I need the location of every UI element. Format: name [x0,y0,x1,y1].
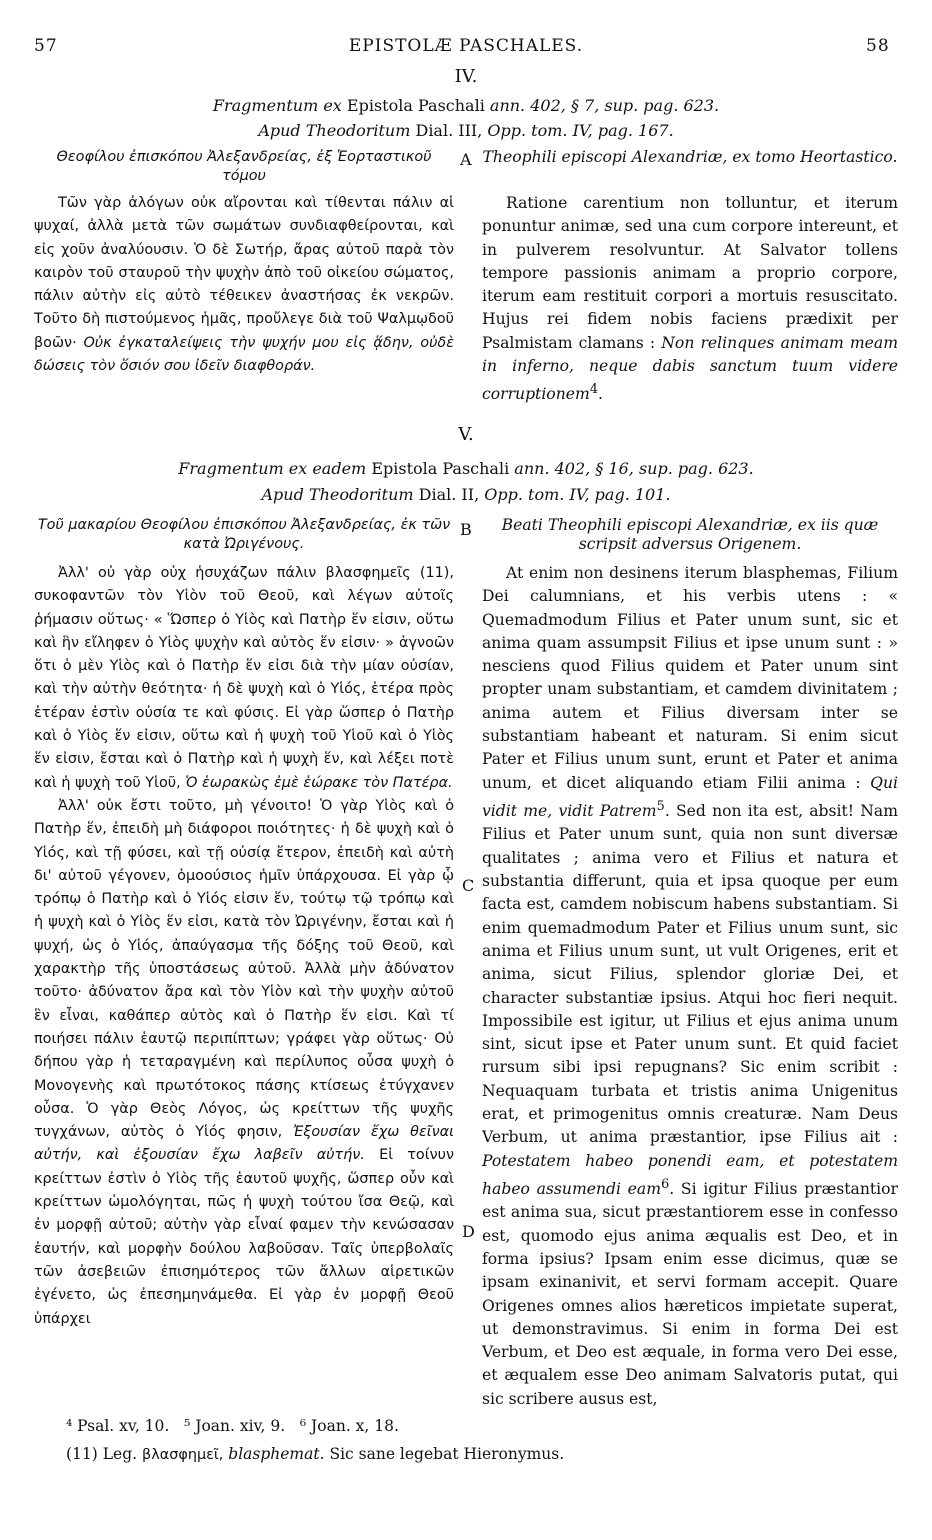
section-v-source-line1: Fragmentum ex eadem Epistola Paschali ann. 402, § 16, sup. pag. 623. [178,459,754,478]
section-v-greek-text: Ἀλλ' οὐ γὰρ οὐχ ἡσυχάζων πάλιν βλασφημεῖς (11), συκοφαντῶν τὸν Υἱὸν τοῦ Θεοῦ, καὶ λέγων αὐτοῖς ῥήμασιν οὕτως· « Ὥσπερ ὁ Υἱὸς καὶ Πατὴρ ἕν εἰσιν, οὕτω καὶ ἣν εἴληφεν ὁ Υἱὸς ψυχὴν καὶ αὐτὸς ἕν εἰσιν· » ἀγνοῶν ὅτι ὁ μὲν Υἱὸς καὶ ὁ Πατὴρ ἕν εἰσι διὰ τὴν μίαν οὐσίαν, καὶ τὴν αὐτὴν θεότητα· ἡ δὲ ψυχὴ καὶ ὁ Υἱός, ἑτέρα πρὸς ἑτέραν ἐστὶν οὐσία τε καὶ φύσις. Εἰ γὰρ ὥσπερ ὁ Πατὴρ καὶ ὁ Υἱὸς ἕν εἰσιν, οὕτω καὶ ἡ ψυχὴ τοῦ Υἱοῦ καὶ ὁ Υἱὸς ἕν εἰσιν, ἔσται καὶ ὁ Πατὴρ καὶ ἡ ψυχὴ ἕν, καὶ λέξει ποτὲ καὶ ἡ ψυχὴ τοῦ Υἱοῦ, Ὁ ἑωρακὼς ἐμὲ ἑώρακε τὸν Πατέρα. Ἀλλ' οὐκ ἔστι τοῦτο, μὴ γένοιτο! Ὁ γὰρ Υἱὸς καὶ ὁ Πατὴρ ἕν, ἐπειδὴ μὴ διάφοροι ποιότητες· ἡ δὲ ψυχὴ καὶ ὁ Υἱός, καὶ τῇ φύσει, καὶ τῇ οὐσίᾳ ἕτερον, ἐπειδὴ καὶ αὐτὴ δι' αὐτοῦ γέγονεν, ὁμοούσιος ἡμῖν ὑπάρχουσα. Εἰ γὰρ ᾧ τρόπῳ ὁ Πατὴρ καὶ ὁ Υἱός εἰσιν ἕν, τούτῳ τῷ τρόπῳ καὶ ἡ ψυχὴ καὶ ὁ Υἱὸς ἕν εἰσι, κατὰ τὸν Ὠριγένην, ἔσται καὶ ἡ ψυχή, ὡς ὁ Υἱός, ἀπαύγασμα τῆς δόξης τοῦ Θεοῦ, καὶ χαρακτὴρ τῆς ὑποστάσεως αὐτοῦ. Ἀλλὰ μὴν ἀδύνατον τοῦτο· ἀδύνατον ἄρα καὶ τὸν Υἱὸν καὶ τὴν ψυχὴν αὐτοῦ ἓν εἶναι, καθάπερ αὐτὸς καὶ ὁ Πατὴρ ἕν εἰσι. Καὶ τί ποιήσει πάλιν ἑαυτῷ περιπίπτων; γράφει γὰρ οὕτως· Οὐ δήπου γὰρ ἡ τεταραγμένη καὶ περίλυπος οὖσα ψυχὴ ὁ Μονογενὴς καὶ πρωτότοκος πάσης κτίσεως ἐτύγχανεν οὖσα. Ὁ γὰρ Θεὸς Λόγος, ὡς κρείττων τῆς ψυχῆς τυγχάνων, αὐτὸς ὁ Υἱός φησιν, Ἐξουσίαν ἔχω θεῖναι αὐτήν, καὶ ἐξουσίαν ἔχω λαβεῖν αὐτήν. Εἰ τοίνυν κρείττων ἐστὶν ὁ Υἱὸς τῆς ἑαυτοῦ ψυχῆς, ὥσπερ οὖν καὶ κρείττων ὡμολόγηται, πῶς ἡ ψυχὴ τούτου ἴσα Θεῷ, καὶ ἐν μορφῇ αὐτοῦ; αὐτὴν γὰρ εἶναί φαμεν τὴν κενώσασαν ἑαυτήν, καὶ μορφὴν δούλου λαβοῦσαν. Ταῖς ὑπερβολαῖς τῶν ἀσεβειῶν ἐπισημότερος τῶν ἄλλων αἱρετικῶν ἐγένετο, ὡς ἐπεσημηνάμεθα. Εἰ γὰρ ἐν μορφῇ Θεοῦ ὑπάρχει [34,565,455,1327]
margin-letter-c: C [462,876,475,895]
margin-letter-b: B [460,520,472,539]
section-iv-numeral: IV. [454,66,478,87]
scripture-footnotes: ⁴ Psal. xv, 10. ⁵ Joan. xiv, 9. ⁶ Joan. x, 18. [66,1417,399,1435]
margin-letter-a: A [460,150,472,169]
section-iv-latin-text: Ratione carentium non tolluntur, et iterum ponuntur animæ, sed una cum corpore intereunt, et in pulverem resolvuntur. At Salvator tollens tempore passionis animam a proprio corpore, iterum eam restituit corpori a mortuis resuscitato. Hujus rei fidem nobis faciens prædixit per Psalmistam clamans : Non relinques animam meam in inferno, neque dabis sanctum tuum videre corruptionem$^4$. [482,194,898,404]
page-number-left: 57 [34,36,58,56]
running-title: EPISTOLÆ PASCHALES. [348,36,584,56]
margin-letter-d: D [462,1222,475,1241]
section-v-numeral: V. [458,424,474,445]
section-v-source-line2: Apud Theodoritum Dial. II, Opp. tom. IV, pag. 101. [261,485,671,504]
section-iv-greek-heading: Θεοφίλου ἐπισκόπου Ἀλεξανδρείας, ἐξ Ἑορταστικοῦ τόμου [56,149,432,184]
section-v-greek-heading: Τοῦ μακαρίου Θεοφίλου ἐπισκόπου Ἀλεξανδρείας, ἐκ τῶν κατὰ Ὠριγένους. [37,517,451,552]
section-v-latin-heading: Beati Theophili episcopi Alexandriæ, ex iis quæ scripsit adversus Origenem. [501,516,879,553]
section-iv-latin-heading: Theophili episcopi Alexandriæ, ex tomo Heortastico. [482,148,898,166]
section-v-latin-text: At enim non desinens iterum blasphemas, Filium Dei calumnians, et his verbis utens : « Quemadmodum Filius et Pater unum sunt, sic et anima quam assumpsit Filius et ipse unum sunt : » nesciens quod Filius quidem et Pater unum sint propter unam substantiam, et camdem divinitatem ; anima autem et Filius diversam inter se substantiam habeant et naturam. Si enim sicut Pater et Filius unum sunt, erunt et Pater et anima unum, et dicet aliquando etiam Filii anima : Qui vidit me, vidit Patrem$^5$. Sed non ita est, absit! Nam Filius et Pater unum sunt, quia non sunt diversæ qualitates ; anima vero et Filius et natura et substantia differunt, quia et ipsa quoque per eum facta est, camdem nobiscum habens substantiam. Si enim quemadmodum Pater et Filius unum sunt, sic anima et Filius unum sunt, ut vult Origenes, erit et anima, sicut Filius, splendor gloriæ Dei, et character substantiæ ipsius. Atqui hoc fieri nequit. Impossibile est igitur, ut Filius et ejus anima unum sint, sicut ipse et Pater unum sunt. Et quid faciet rursum sibi ipsi repugnans? Sic enim scribit : Nequaquam turbata et tristis anima Unigenitus erat, et primogenitus omnis creaturæ. Nam Deus Verbum, ut anima præstantior, ipse Filius ait : Potestatem habeo ponendi eam, et potestatem habeo assumendi eam$^6$. Si igitur Filius præstantior est anima sua, sicut præstantiorem esse in confesso est, quomodo ejus anima æqualis est Deo, et in forma ipsius? Ipsam enim esse dicimus, quæ se ipsam exinanivit, et servi formam accepit. Quare Origenes omnes alios hæreticos impietate superat, ut demonstravimus. Si enim in forma Dei est Verbum, et Deo est æquale, in forma vero Dei esse, et æqualem esse Deo animam Salvatoris putat, qui sic scribere ausus est, [482,564,898,1408]
section-iv-source-line2: Apud Theodoritum Dial. III, Opp. tom. IV, pag. 167. [258,121,674,140]
page-number-right: 58 [866,36,890,56]
section-iv-source-line1: Fragmentum ex Epistola Paschali ann. 402, § 7, sup. pag. 623. [212,96,720,115]
editor-footnote: (11) Leg. βλασφημεῖ, blasphemat. Sic sane legebat Hieronymus. [66,1445,565,1463]
section-iv-greek-text: Τῶν γὰρ ἀλόγων οὐκ αἴρονται καὶ τίθενται πάλιν αἱ ψυχαί, ἀλλὰ μετὰ τῶν σωμάτων συνδιαφθείρονται, καὶ εἰς χοῦν ἀναλύουσιν. Ὁ δὲ Σωτήρ, ἄρας αὐτοῦ παρὰ τὸν καιρὸν τοῦ σταυροῦ τὴν ψυχὴν ἀπὸ τοῦ οἰκείου σώματος, πάλιν αὐτὴν εἰς αὐτὸ τέθεικεν ἀναστήσας ἐκ νεκρῶν. Τοῦτο δὴ πιστούμενος ἡμᾶς, προὔλεγε διὰ τοῦ Ψαλμῳδοῦ βοῶν· Οὐκ ἐγκαταλείψεις τὴν ψυχήν μου εἰς ᾅδην, οὐδὲ δώσεις τὸν ὅσιόν σου ἰδεῖν διαφθοράν. [34,195,454,375]
